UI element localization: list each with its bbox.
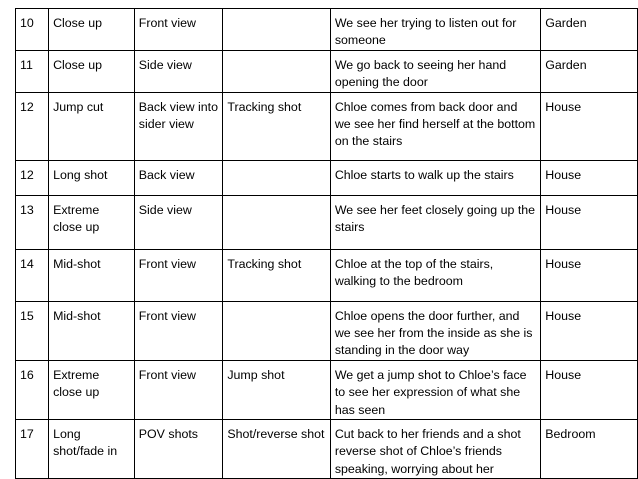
table-row [16, 420, 638, 479]
camera-movement-cell: Tracking shot [223, 249, 330, 301]
shot-number-cell: 17 [16, 420, 49, 479]
shot-type-cell: Mid-shot [49, 249, 135, 301]
shot-number-cell: 15 [16, 301, 49, 360]
shot-list-table [15, 8, 638, 479]
table-row [16, 249, 638, 301]
camera-angle-cell: POV shots [134, 420, 223, 479]
description-cell: We see her trying to listen out for someone [330, 9, 540, 51]
camera-movement-cell [223, 301, 330, 360]
shot-type-cell: Extreme close up [49, 195, 135, 249]
location-cell: House [541, 360, 638, 419]
camera-angle-cell: Front view [134, 9, 223, 51]
shot-number-cell: 12 [16, 92, 49, 160]
shot-number-cell: 12 [16, 160, 49, 195]
shot-type-cell: Long shot [49, 160, 135, 195]
table-row [16, 360, 638, 419]
shot-type-cell: Jump cut [49, 92, 135, 160]
camera-movement-cell [223, 50, 330, 92]
description-cell: Chloe opens the door further, and we see her from the inside as she is standing in the door way [330, 301, 540, 360]
table-row [16, 50, 638, 92]
camera-movement-cell: Shot/reverse shot [223, 420, 330, 479]
location-cell: Garden [541, 9, 638, 51]
table-row [16, 301, 638, 360]
shot-type-cell: Long shot/fade in [49, 420, 135, 479]
camera-angle-cell: Back view [134, 160, 223, 195]
location-cell: House [541, 160, 638, 195]
shot-type-cell: Mid-shot [49, 301, 135, 360]
description-cell: Cut back to her friends and a shot reverse shot of Chloe’s friends speaking, worrying about her [330, 420, 540, 479]
shot-number-cell: 10 [16, 9, 49, 51]
shot-number-cell: 11 [16, 50, 49, 92]
camera-movement-cell [223, 160, 330, 195]
description-cell: Chloe comes from back door and we see her find herself at the bottom on the stairs [330, 92, 540, 160]
camera-angle-cell: Side view [134, 50, 223, 92]
camera-movement-cell [223, 195, 330, 249]
table-row [16, 195, 638, 249]
table-row [16, 160, 638, 195]
description-cell: We see her feet closely going up the stairs [330, 195, 540, 249]
camera-angle-cell: Front view [134, 301, 223, 360]
table-row [16, 92, 638, 160]
location-cell: House [541, 195, 638, 249]
camera-angle-cell: Front view [134, 249, 223, 301]
camera-movement-cell: Jump shot [223, 360, 330, 419]
shot-number-cell: 16 [16, 360, 49, 419]
location-cell: House [541, 249, 638, 301]
shot-number-cell: 13 [16, 195, 49, 249]
shot-type-cell: Close up [49, 50, 135, 92]
table-row [16, 9, 638, 51]
location-cell: House [541, 301, 638, 360]
shot-number-cell: 14 [16, 249, 49, 301]
camera-angle-cell: Back view into sider view [134, 92, 223, 160]
description-cell: Chloe at the top of the stairs, walking to the bedroom [330, 249, 540, 301]
description-cell: We get a jump shot to Chloe’s face to see her expression of what she has seen [330, 360, 540, 419]
camera-movement-cell [223, 9, 330, 51]
description-cell: Chloe starts to walk up the stairs [330, 160, 540, 195]
description-cell: We go back to seeing her hand opening the door [330, 50, 540, 92]
camera-angle-cell: Front view [134, 360, 223, 419]
camera-angle-cell: Side view [134, 195, 223, 249]
shot-type-cell: Extreme close up [49, 360, 135, 419]
camera-movement-cell: Tracking shot [223, 92, 330, 160]
location-cell: Bedroom [541, 420, 638, 479]
location-cell: Garden [541, 50, 638, 92]
location-cell: House [541, 92, 638, 160]
shot-type-cell: Close up [49, 9, 135, 51]
